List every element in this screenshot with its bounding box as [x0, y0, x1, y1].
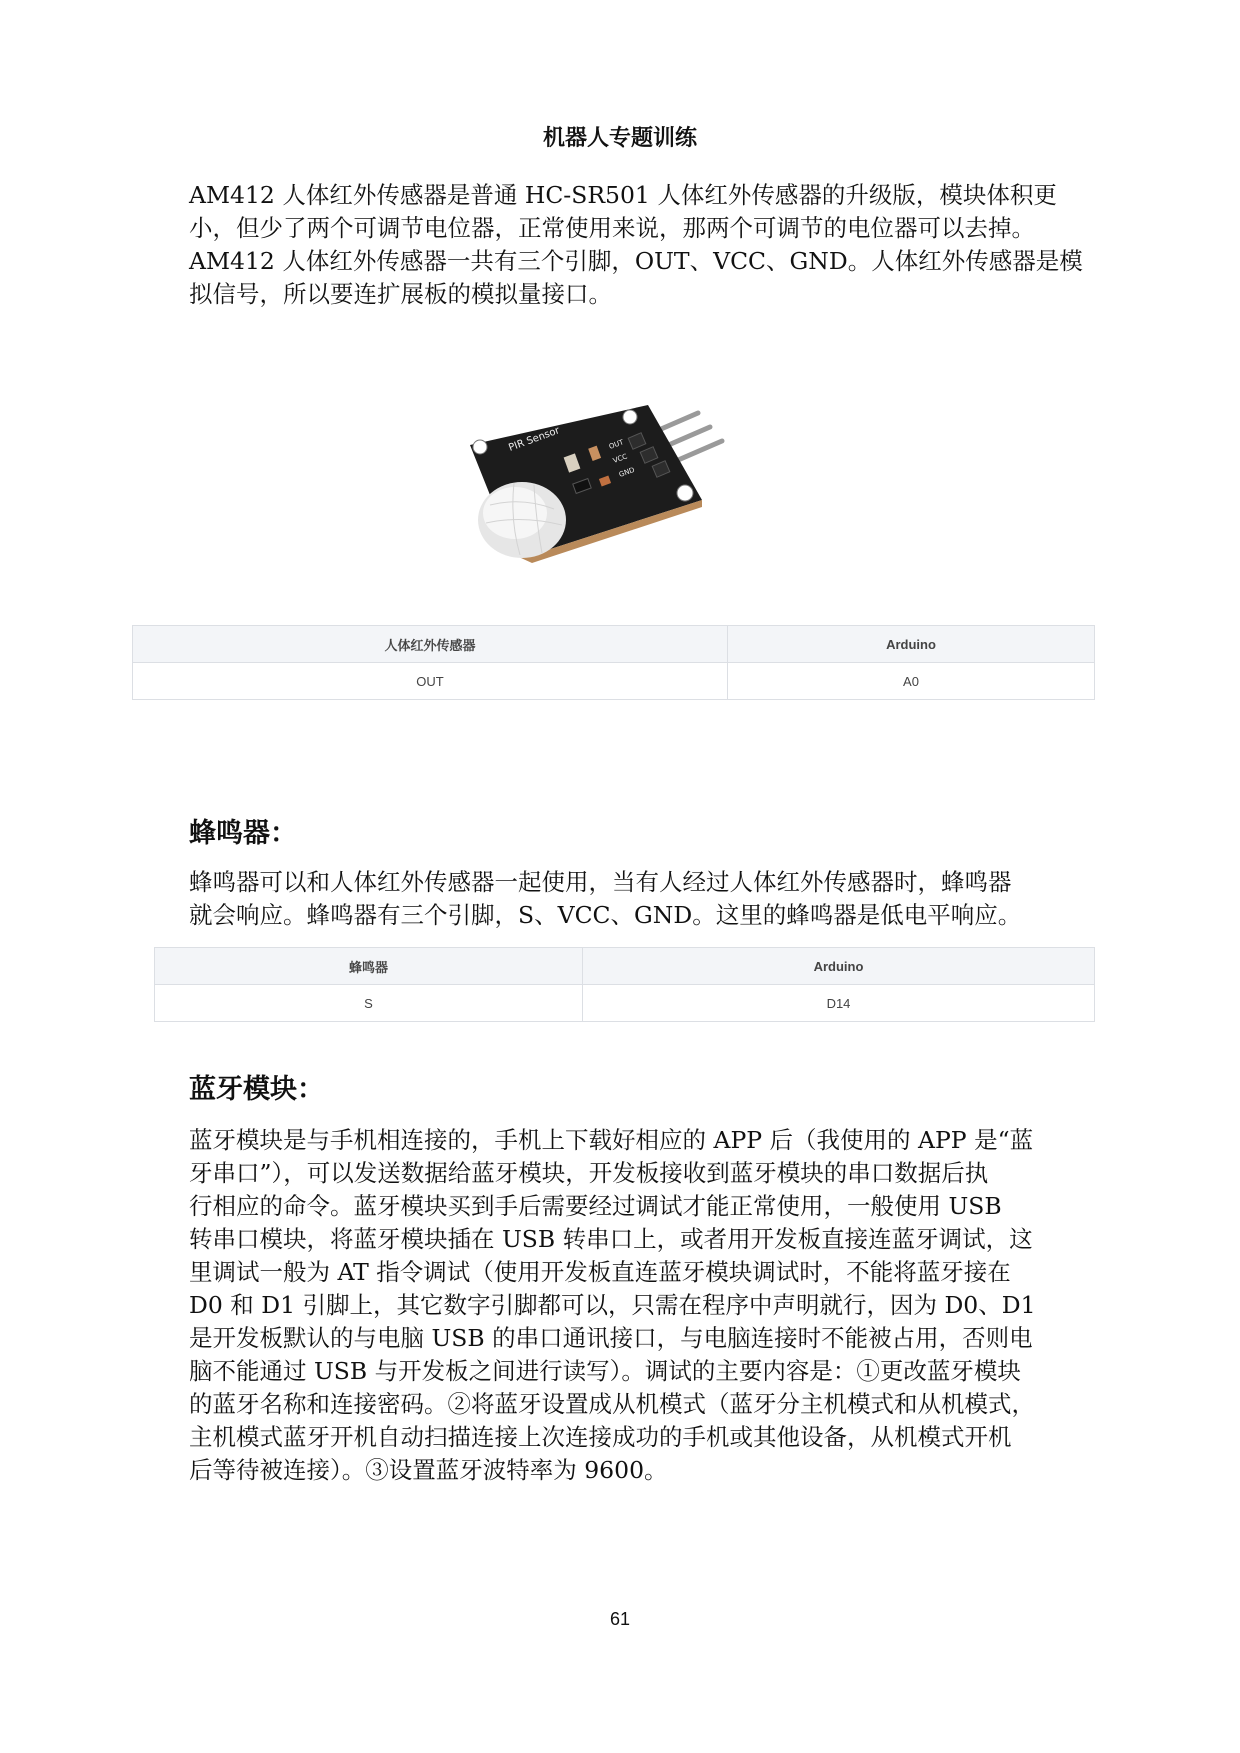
intro-paragraph [189, 179, 1083, 311]
pir-sensor-image [470, 405, 770, 600]
table-header-cell: Arduino [728, 626, 1095, 663]
bluetooth-line: 是开发板默认的与电脑 USB 的串口通讯接口，与电脑连接时不能被占用，否则电 [189, 1324, 1033, 1352]
buzzer-line: 就会响应。蜂鸣器有三个引脚，S、VCC、GND。这里的蜂鸣器是低电平响应。 [189, 901, 1022, 929]
page-title: 机器人专题训练 [542, 126, 697, 151]
pir-pin-table [132, 625, 1095, 700]
buzzer-paragraph [189, 866, 1069, 932]
intro-line: AM412 人体红外传感器一共有三个引脚，OUT、VCC、GND。人体红外传感器是模 [189, 247, 1083, 275]
table-cell: S [155, 985, 583, 1022]
intro-line: AM412 人体红外传感器是普通 HC-SR501 人体红外传感器的升级版，模块体积更 [189, 181, 1057, 209]
table-row [155, 985, 1095, 1022]
table-row [133, 663, 1095, 700]
pin-label-out: OUT [607, 438, 625, 451]
table-header-row [133, 626, 1095, 663]
bluetooth-line: 蓝牙模块是与手机相连接的，手机上下载好相应的 APP 后（我使用的 APP 是“蓝 [189, 1126, 1034, 1154]
bluetooth-line: 主机模式蓝牙开机自动扫描连接上次连接成功的手机或其他设备，从机模式开机 [189, 1423, 1012, 1451]
table-header-row [155, 948, 1095, 985]
bluetooth-line: D0 和 D1 引脚上，其它数字引脚都可以，只需在程序中声明就行，因为 D0、D1 [189, 1291, 1036, 1319]
bluetooth-paragraph [189, 1124, 1069, 1487]
pin-label-vcc: VCC [611, 452, 629, 465]
table-header-cell: 蜂鸣器 [155, 948, 583, 985]
table-cell: D14 [583, 985, 1095, 1022]
bluetooth-line: 行相应的命令。蓝牙模块买到手后需要经过调试才能正常使用，一般使用 USB [189, 1192, 1002, 1220]
bluetooth-line: 脑不能通过 USB 与开发板之间进行读写）。调试的主要内容是：①更改蓝牙模块 [189, 1357, 1021, 1385]
table-cell: OUT [133, 663, 728, 700]
buzzer-line: 蜂鸣器可以和人体红外传感器一起使用，当有人经过人体红外传感器时，蜂鸣器 [189, 868, 1012, 896]
bluetooth-line: 里调试一般为 AT 指令调试（使用开发板直连蓝牙模块调试时，不能将蓝牙接在 [189, 1258, 1011, 1286]
bluetooth-line: 牙串口”），可以发送数据给蓝牙模块，开发板接收到蓝牙模块的串口数据后执 [189, 1159, 989, 1187]
bluetooth-line: 转串口模块，将蓝牙模块插在 USB 转串口上，或者用开发板直接连蓝牙调试，这 [189, 1225, 1033, 1253]
table-header-cell: 人体红外传感器 [133, 626, 728, 663]
page-number: 61 [609, 1609, 631, 1629]
buzzer-heading: 蜂鸣器： [189, 818, 297, 849]
table-cell: A0 [728, 663, 1095, 700]
table-header-cell: Arduino [583, 948, 1095, 985]
intro-line: 小，但少了两个可调节电位器，正常使用来说，那两个可调节的电位器可以去掉。 [189, 214, 1035, 242]
bluetooth-heading: 蓝牙模块： [189, 1074, 324, 1105]
bluetooth-line: 的蓝牙名称和连接密码。②将蓝牙设置成从机模式（蓝牙分主机模式和从机模式， [189, 1390, 1035, 1418]
buzzer-pin-table [154, 947, 1095, 1022]
board-label: PIR Sensor [507, 425, 562, 454]
pin-label-gnd: GND [617, 465, 636, 479]
pir-sensor-drawing [470, 405, 770, 600]
intro-line: 拟信号，所以要连扩展板的模拟量接口。 [189, 280, 612, 308]
bluetooth-line: 后等待被连接）。③设置蓝牙波特率为 9600。 [189, 1456, 668, 1484]
